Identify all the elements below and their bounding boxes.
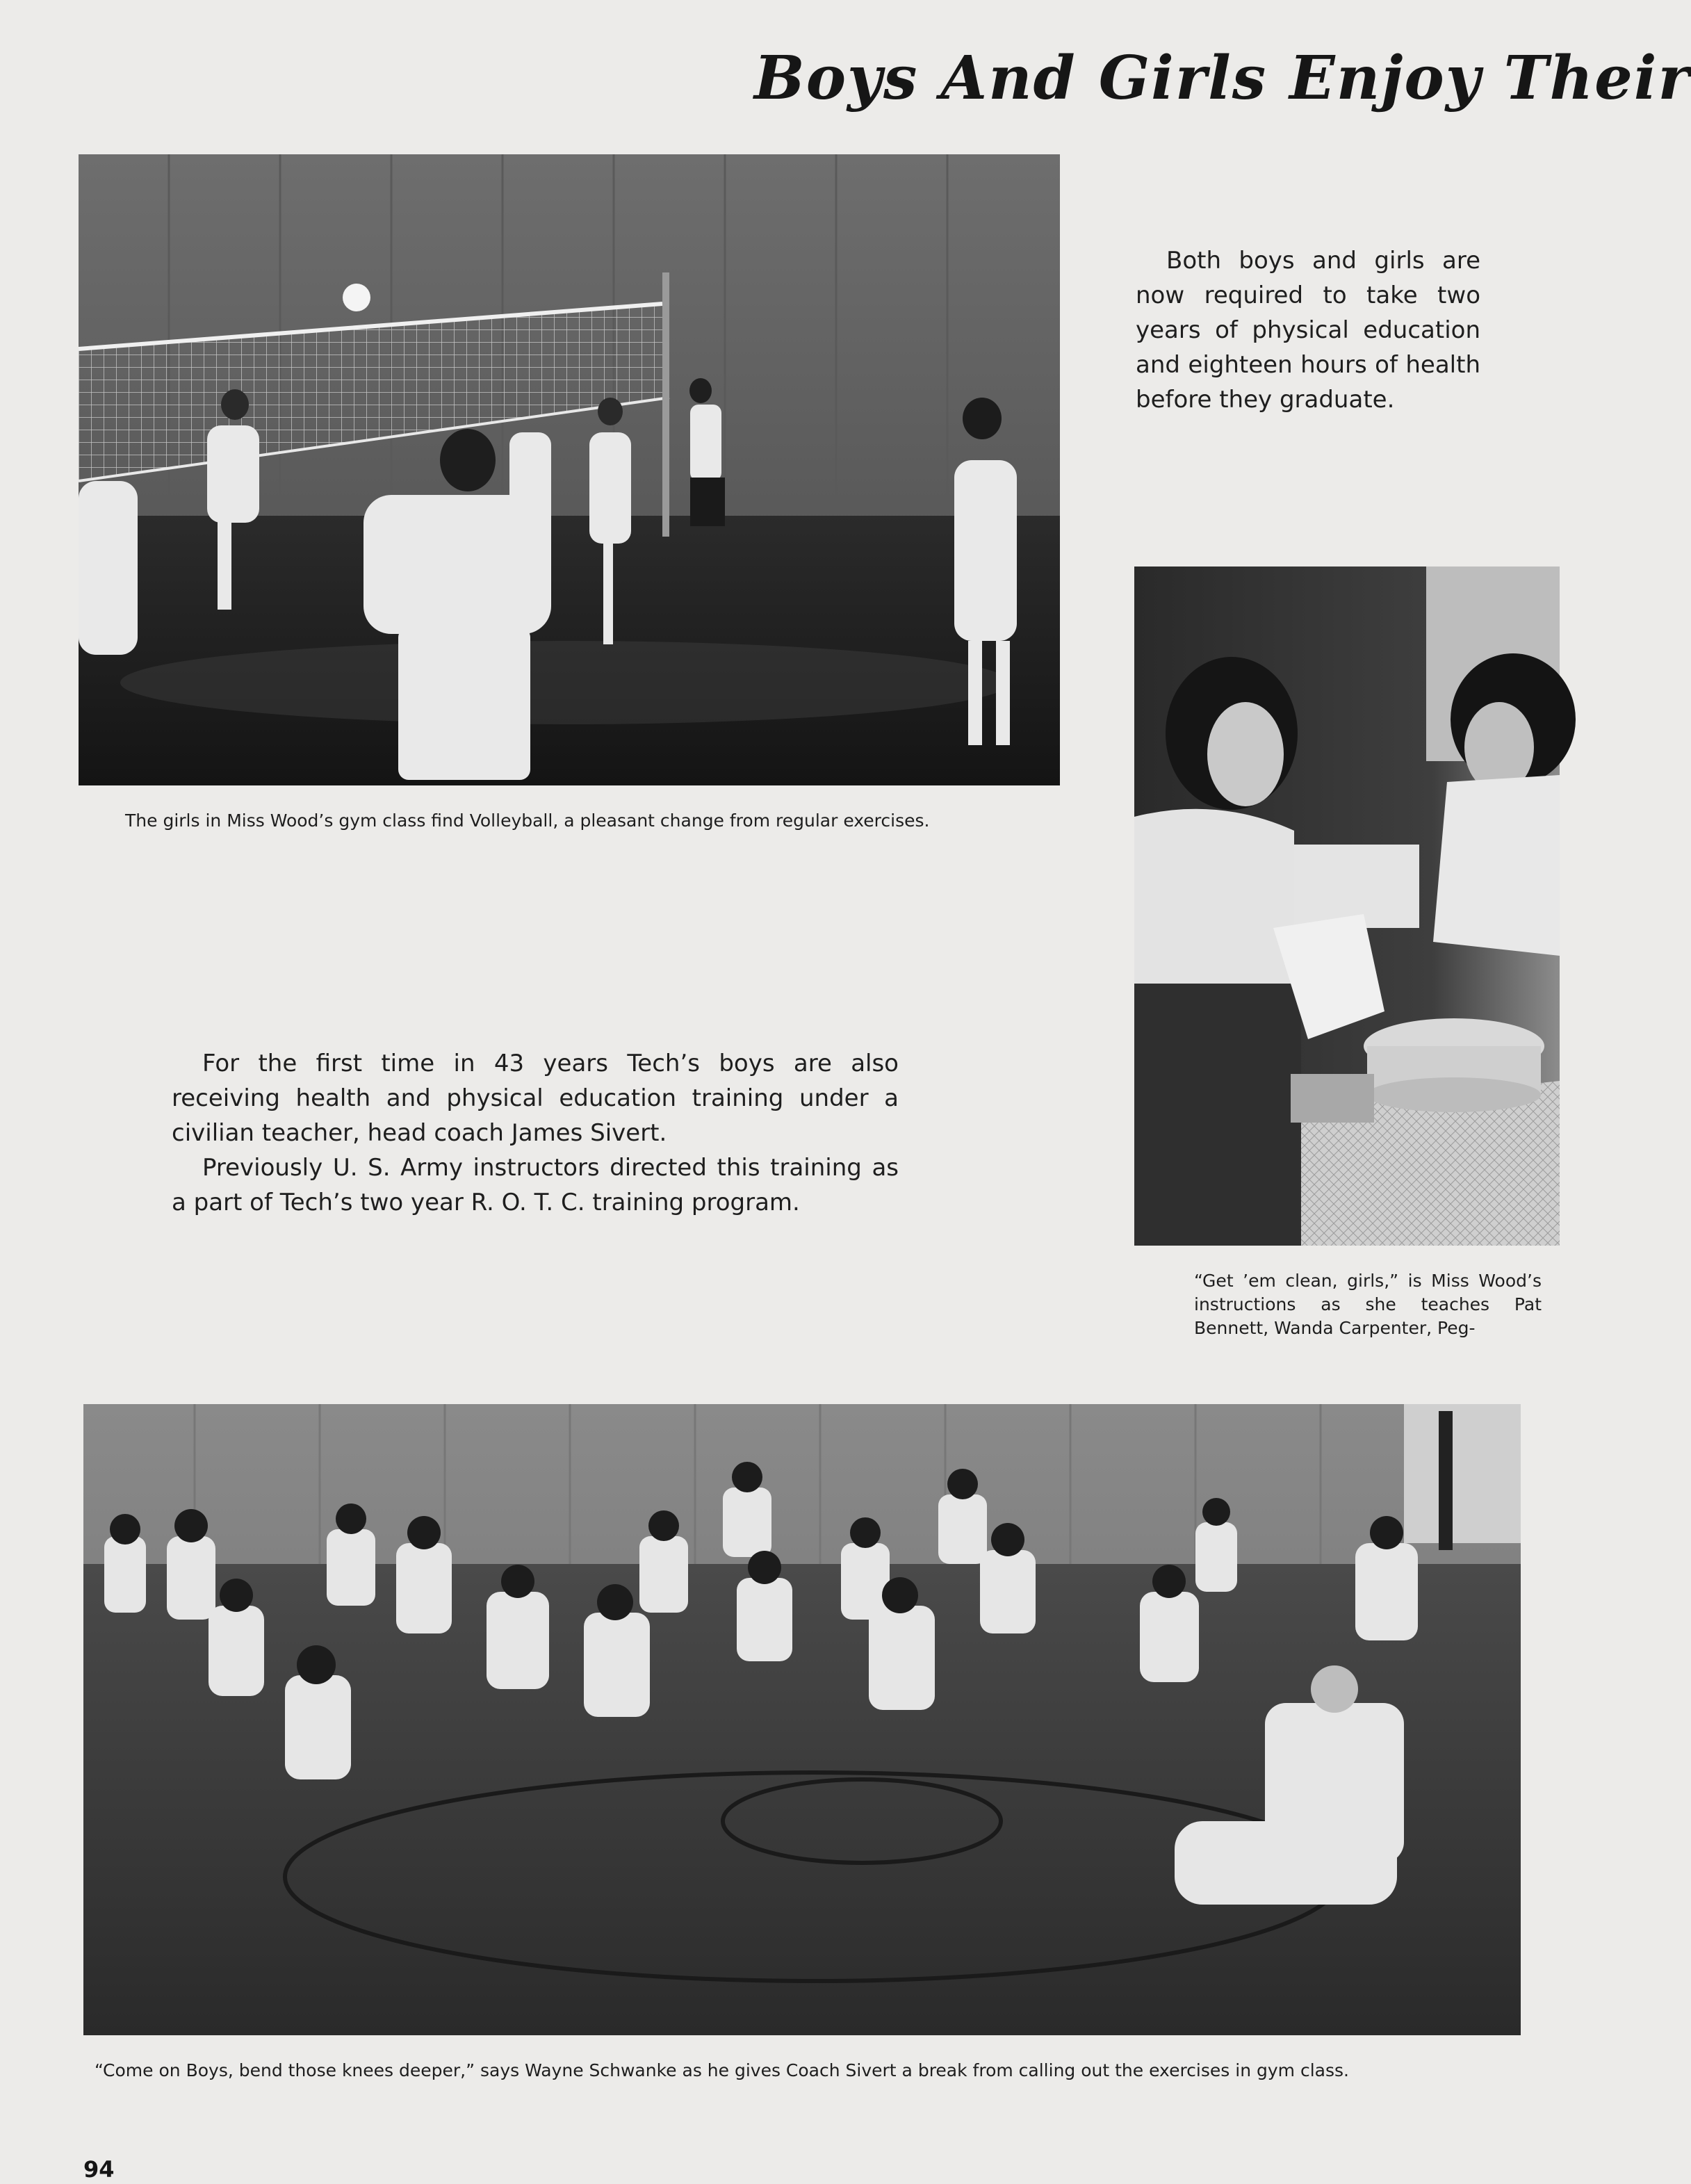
middle-paragraph-2: Previously U. S. Army instructors directed this training as a part of Tech’s two year R. O. T. C. training program. — [172, 1154, 899, 1216]
washing-caption: “Get ’em clean, girls,” is Miss Wood’s instructions as she teaches Pat Bennett, Wanda Carpenter, Peg- — [1194, 1271, 1542, 1338]
middle-column-text — [172, 1046, 899, 1220]
exercise-caption: “Come on Boys, bend those knees deeper,” says Wayne Schwanke as he gives Coach Sivert a break from calling out the exercises in gym class. — [95, 2060, 1349, 2080]
page-headline: Boys And Girls Enjoy Their — [754, 43, 1691, 113]
volleyball-photo — [79, 154, 1060, 785]
page-number: 94 — [83, 2156, 115, 2183]
right-column-paragraph: Both boys and girls are now required to take two years of physical education and eighteen hours of health before they graduate. — [1136, 247, 1480, 414]
middle-paragraph-1: For the first time in 43 years Tech’s boys are also receiving health and physical education training under a civilian teacher, head coach James Sivert. — [172, 1050, 899, 1147]
exercise-photo — [83, 1404, 1521, 2035]
washing-photo — [1134, 567, 1560, 1246]
volleyball-caption: The girls in Miss Wood’s gym class find Volleyball, a pleasant change from regular exercises. — [125, 810, 930, 831]
right-column-text — [1136, 243, 1480, 417]
